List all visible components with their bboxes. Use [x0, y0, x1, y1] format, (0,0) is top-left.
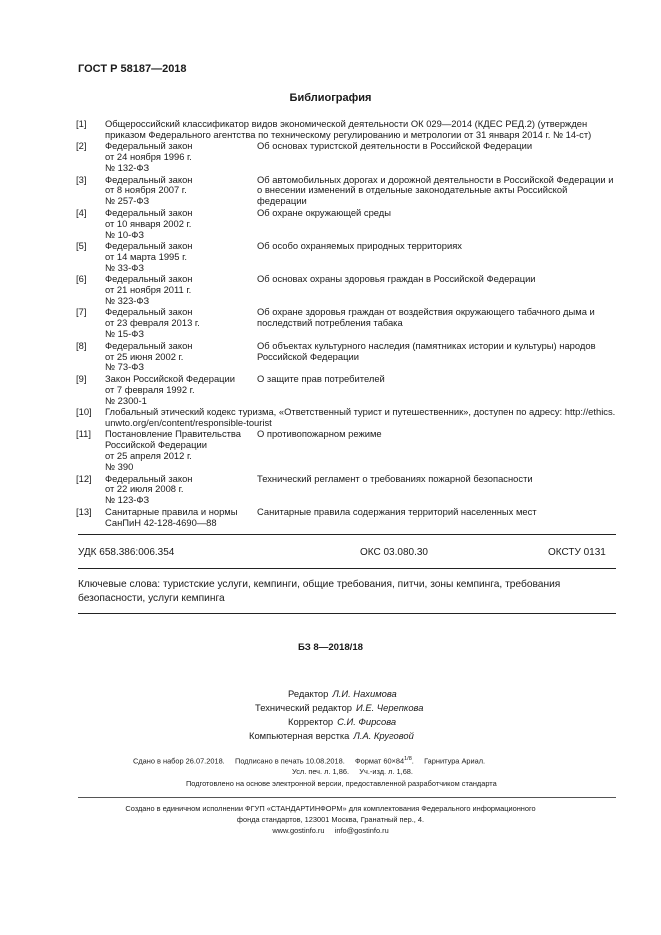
- bib-entry: [76, 141, 622, 174]
- bib-source: Федеральный закон от 22 июля 2008 г. № 123-ФЗ: [105, 472, 193, 506]
- bib-entry: [76, 307, 622, 340]
- bib-number: [2]: [76, 140, 87, 152]
- bib-number: [12]: [76, 472, 92, 484]
- bib-title: Об охране здоровья граждан от воздействия окружающего табачного дыма и последствий потребления табака: [257, 306, 595, 329]
- editor-row: [255, 702, 423, 715]
- editor-role: Компьютерная верстка: [249, 730, 350, 741]
- bib-entry: [76, 175, 622, 208]
- sent-date: Сдано в набор 26.07.2018.: [133, 756, 225, 766]
- uch-izd: Уч.-изд. л. 1,68.: [359, 767, 413, 776]
- bib-title: Об охране окружающей среды: [257, 206, 392, 218]
- bib-title: Об объектах культурного наследия (памятниках истории и культуры) народов Российской Федерации: [257, 339, 596, 362]
- editor-name: С.И. Фирсова: [337, 716, 397, 727]
- bib-number: [3]: [76, 173, 87, 185]
- bib-title: Санитарные правила содержания территорий населенных мест: [257, 505, 537, 517]
- editor-name: И.Е. Черепкова: [356, 702, 424, 713]
- editor-row: [288, 688, 397, 701]
- prepared-note: Подготовлено на основе электронной версии, предоставленной разработчиком стандарта: [186, 779, 497, 788]
- bib-source: Федеральный закон от 25 июня 2002 г. № 73-ФЗ: [105, 339, 193, 373]
- bib-entry: [76, 429, 622, 473]
- bib-source: Санитарные правила и нормы СанПиН 42-128-4690—88: [105, 505, 238, 528]
- bib-entry: [76, 341, 622, 374]
- bib-number: [13]: [76, 505, 92, 517]
- typeface: Гарнитура Ариал.: [424, 756, 486, 766]
- bib-number: [9]: [76, 372, 87, 384]
- bib-number: [1]: [76, 118, 87, 129]
- bib-title: Об особо охраняемых природных территориях: [257, 239, 462, 251]
- bib-source: Федеральный закон от 24 ноября 1996 г. № 132-ФЗ: [105, 140, 193, 174]
- bib-title: Технический регламент о требованиях пожарной безопасности: [257, 472, 533, 484]
- okstu-code: ОКСТУ 0131: [548, 547, 606, 558]
- editor-name: Л.И. Нахимова: [332, 688, 397, 699]
- bib-number: [4]: [76, 206, 87, 218]
- bib-number: [6]: [76, 273, 87, 285]
- format: Формат 60×84: [355, 756, 405, 766]
- bib-title: Об основах охраны здоровья граждан в Российской Федерации: [257, 273, 536, 285]
- udk-code: УДК 658.386:006.354: [78, 547, 175, 558]
- footer-line: фонда стандартов, 123001 Москва, Гранатный пер., 4.: [236, 815, 425, 824]
- bib-text: Общероссийский классификатор видов экономической деятельности ОК 029—2014 (КДЕС РЕД.2) (утвержден приказом Федерального агентства по техническому регулированию и метрологии от 31 января 2014 г. № 14-ст): [105, 118, 592, 140]
- editor-role: Технический редактор: [255, 702, 353, 713]
- keywords: Ключевые слова: туристские услуги, кемпинги, общие требования, питчи, зоны кемпинга, требования безопасности, услуги кемпинга: [78, 579, 561, 604]
- format-fraction: 1/8: [404, 756, 412, 762]
- sheets-line: [292, 767, 413, 778]
- bibliography-list: [76, 119, 622, 529]
- bib-title: О противопожарном режиме: [257, 428, 382, 440]
- footer-line: Создано в единичном исполнении ФГУП «СТАНДАРТИНФОРМ» для комплектования Федерального информационного: [125, 804, 536, 813]
- bib-number: [11]: [76, 428, 91, 440]
- bib-source: Постановление Правительства Российской Федерации от 25 апреля 2012 г. № 390: [105, 428, 242, 473]
- bib-entry: [76, 407, 622, 429]
- bib-source: Федеральный закон от 21 ноября 2011 г. № 323-ФЗ: [105, 273, 193, 306]
- bib-title: Об автомобильных дорогах и дорожной деятельности в Российской Федерации и о внесении изменений в отдельные законодательные акты Российской федерации: [257, 173, 614, 207]
- editors-block: [0, 688, 661, 744]
- bib-entry: [76, 507, 622, 529]
- bib-number: [8]: [76, 339, 87, 351]
- editor-role: Редактор: [288, 688, 329, 699]
- bib-entry: [76, 474, 622, 507]
- bib-source: Закон Российской Федерации от 7 февраля 1992 г. № 2300-1: [105, 372, 236, 406]
- bib-entry: [76, 374, 622, 407]
- divider: [78, 568, 616, 569]
- editor-role: Корректор: [288, 716, 334, 727]
- bib-source: Федеральный закон от 8 ноября 2007 г. № 257-ФЗ: [105, 173, 193, 207]
- usl-pech: Усл. печ. л. 1,86.: [292, 767, 349, 776]
- bib-entry: [76, 119, 622, 141]
- bib-text: Глобальный этический кодекс туризма, «Ответственный турист и путешественник», доступен по адресу: http://ethics. unwto.org/en/content/responsible-tourist: [105, 406, 616, 428]
- bib-source: Федеральный закон от 10 января 2002 г. № 10-ФЗ: [105, 206, 193, 240]
- bib-number: [10]: [76, 406, 92, 418]
- divider: [78, 534, 616, 535]
- bibliography-title: Библиография: [289, 92, 372, 104]
- editor-name: Л.А. Круговой: [353, 730, 414, 741]
- bz-number: БЗ 8—2018/18: [297, 642, 364, 653]
- bib-entry: [76, 274, 622, 307]
- bib-number: [7]: [76, 306, 87, 318]
- editor-row: [249, 730, 414, 743]
- bib-entry: [76, 241, 622, 274]
- bib-number: [5]: [76, 239, 87, 251]
- standard-header: ГОСТ Р 58187—2018: [78, 63, 187, 75]
- divider: [78, 797, 616, 798]
- divider: [78, 613, 616, 614]
- print-info-line: Сдано в набор 26.07.2018. Подписано в печать 10.08.2018. Формат $60\times 84^{1/8}$. Гарнитура Ариал.: [133, 756, 486, 766]
- bib-entry: [76, 208, 622, 241]
- oks-code: ОКС 03.080.30: [360, 547, 428, 558]
- bib-title: Об основах туристской деятельности в Российской Федерации: [257, 140, 533, 152]
- footer-contacts: www.gostinfo.ru info@gostinfo.ru: [272, 826, 389, 835]
- signed-date: Подписано в печать 10.08.2018.: [235, 756, 345, 766]
- bib-source: Федеральный закон от 14 марта 1995 г. № 33-ФЗ: [105, 239, 193, 273]
- editor-row: [288, 716, 396, 729]
- bib-source: Федеральный закон от 23 февраля 2013 г. № 15-ФЗ: [105, 306, 200, 340]
- bib-title: О защите прав потребителей: [257, 372, 385, 384]
